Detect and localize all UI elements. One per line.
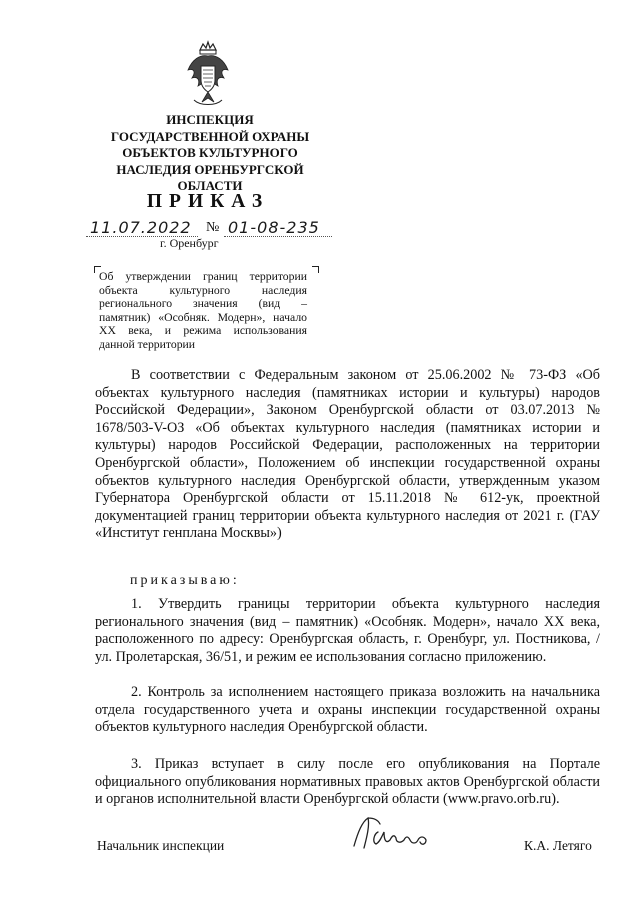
subject-paragraph: Об утверждении границ территории объекта культурного наследия регионального значения (вид – памятник) «Особняк. Модерн», начало XX века, и режима использования данной территории	[99, 270, 307, 351]
subject-bracket-right	[312, 266, 319, 273]
number-underline	[224, 236, 332, 237]
subject-text	[99, 270, 307, 352]
order-word: приказываю:	[130, 573, 240, 588]
preamble	[95, 367, 600, 543]
handwritten-date: 11.07.2022	[90, 218, 192, 237]
org-line: ИНСПЕКЦИЯ	[166, 112, 254, 127]
org-line: ГОСУДАРСТВЕННОЙ ОХРАНЫ	[110, 128, 310, 144]
number-sign: №	[206, 220, 220, 235]
order-item-3	[95, 756, 600, 809]
date-number-row	[86, 218, 356, 240]
city-name: г. Оренбург	[160, 236, 219, 250]
document-type-title: ПРИКАЗ	[146, 191, 270, 212]
organization-name	[80, 112, 340, 195]
handwritten-number: 01-08-235	[228, 218, 320, 237]
coat-of-arms-icon	[186, 40, 230, 108]
handwritten-signature	[348, 812, 434, 856]
org-line: ОБЛАСТИ	[177, 178, 243, 193]
order-item-text: 3. Приказ вступает в силу после его опубликования на Портале официального опубликования нормативных правовых актов Оренбургской области и органов исполнительной власти Оренбургской области (www.pravo.orb.ru).	[95, 756, 600, 808]
order-item-1	[95, 596, 600, 666]
order-item-text: 1. Утвердить границы территории объекта культурного наследия регионального значения (вид – памятник) «Особняк. Модерн», начало XX века, расположенного по адресу: Оренбургская область, г. Оренбург, ул. Постникова, / ул. Пролетарская, 36/51, и режим ее использования согласно приложению.	[95, 596, 600, 665]
preamble-paragraph: В соответствии с Федеральным законом от 25.06.2002 № 73-ФЗ «Об объектах культурного наследия (памятниках истории и культуры) народов Российской Федерации», Законом Оренбургской области от 03.07.2013 № 1678/503-V-ОЗ «Об объектах культурного наследия (памятниках истории и культуры) народов Российской Федерации, расположенных на территории Оренбургской области», Положением об инспекции государственной охраны объектов культурного наследия Оренбургской области, утвержденным указом Губернатора Оренбургской области от 15.11.2018 № 612-ук, проектной документацией границ территории объекта культурного наследия от 2021 г. (ГАУ «Институт генплана Москвы»)	[95, 367, 600, 542]
signer-name: К.А. Летяго	[524, 838, 592, 853]
org-line: ОБЪЕКТОВ КУЛЬТУРНОГО	[122, 145, 298, 160]
org-line: НАСЛЕДИЯ ОРЕНБУРГСКОЙ	[116, 161, 304, 177]
order-item-text: 2. Контроль за исполнением настоящего приказа возложить на начальника отдела государственного учета и охраны инспекции государственной охраны объектов культурного наследия Оренбургской области.	[95, 684, 600, 736]
signer-title: Начальник инспекции	[97, 838, 225, 853]
order-item-2	[95, 684, 600, 737]
